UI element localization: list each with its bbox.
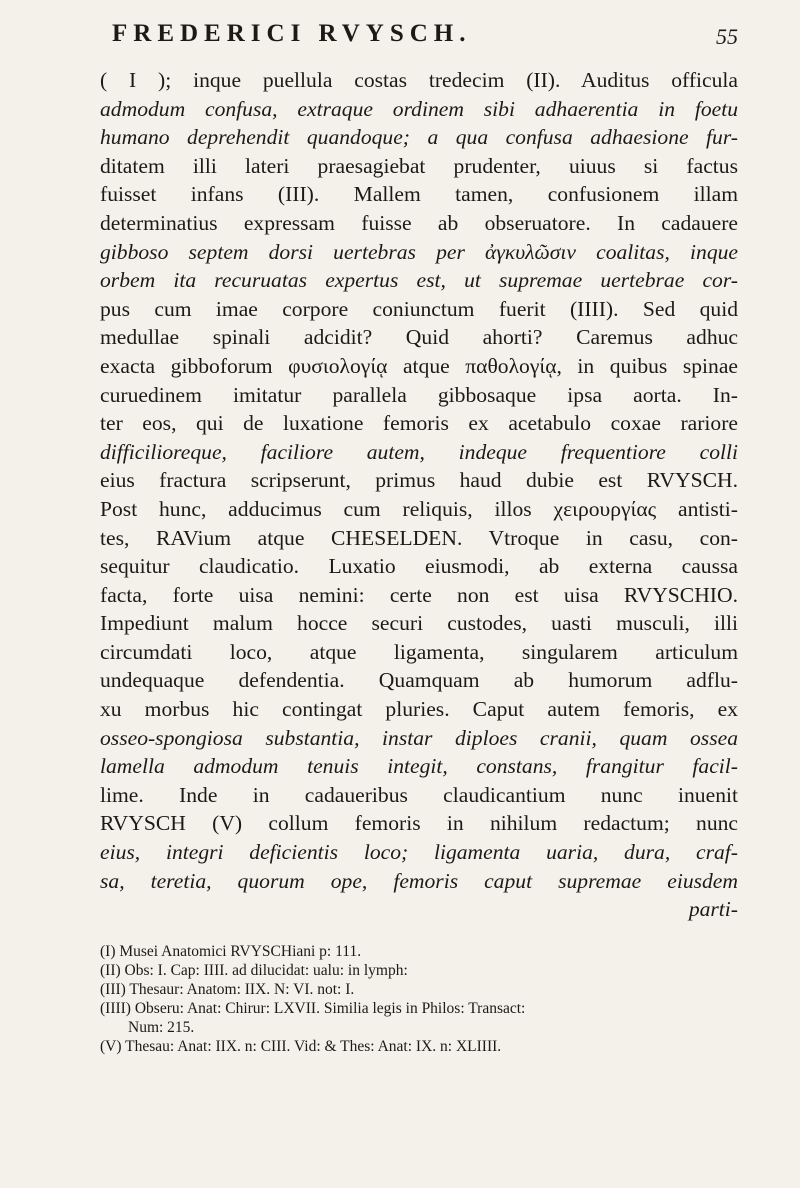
- footnotes: [100, 942, 738, 1056]
- text-line: sequitur claudicatio. Luxatio eiusmodi, ab externa caussa: [100, 554, 738, 579]
- page-header: [100, 20, 738, 60]
- text-line: Post hunc, adducimus cum reliquis, illos χειρουργίας antisti-: [100, 496, 738, 521]
- text-line: facta, forte uisa nemini: certe non est uisa RVYSCHIO.: [100, 582, 738, 607]
- text-line: RVYSCH (V) collum femoris in nihilum redactum; nunc: [100, 811, 738, 836]
- text-line: lamella admodum tenuis integit, constans, frangitur facil-: [100, 754, 738, 779]
- catchword: parti-: [688, 897, 738, 922]
- text-line: admodum confusa, extraque ordinem sibi adhaerentia in foetu: [100, 96, 738, 121]
- text-line: sa, teretia, quorum ope, femoris caput supremae eiusdem: [100, 868, 738, 893]
- main-text: [100, 66, 738, 924]
- text-line: gibboso septem dorsi uertebras per ἀγκυλῶσιν coalitas, inque: [100, 239, 738, 264]
- text-line: exacta gibboforum φυσιολογίᾳ atque παθολογίᾳ, in quibus spinae: [100, 353, 738, 378]
- text-line: medullae spinali adcidit? Quid ahorti? Caremus adhuc: [100, 325, 738, 350]
- text-line: orbem ita recuruatas expertus est, ut supremae uertebrae cor-: [100, 268, 738, 293]
- text-line: fuisset infans (III). Mallem tamen, confusionem illam: [100, 182, 738, 207]
- footnote-continuation: Num: 215.: [128, 1018, 195, 1036]
- footnote: (V) Thesau: Anat: IIX. n: CIII. Vid: & Thes: Anat: IX. n: XLIIII.: [100, 1037, 502, 1055]
- text-line: humano deprehendit quandoque; a qua confusa adhaesione fur-: [100, 125, 738, 150]
- footnote: (IIII) Obseru: Anat: Chirur: LXVII. Similia legis in Philos: Transact:: [100, 999, 526, 1017]
- text-line: ter eos, qui de luxatione femoris ex acetabulo coxae rariore: [100, 411, 738, 436]
- text-line: Impediunt malum hocce securi custodes, uasti musculi, illi: [100, 611, 738, 636]
- text-line: circumdati loco, atque ligamenta, singularem articulum: [100, 639, 738, 664]
- text-line: curuedinem imitatur parallela gibbosaque ipsa aorta. In-: [100, 382, 738, 407]
- footnote: (III) Thesaur: Anatom: IIX. N: VI. not: I.: [100, 980, 355, 998]
- text-line: ditatem illi lateri praesagiebat prudenter, uiuus si factus: [100, 153, 738, 178]
- text-line: xu morbus hic contingat pluries. Caput autem femoris, ex: [100, 697, 738, 722]
- footnote: (II) Obs: I. Cap: IIII. ad dilucidat: ualu: in lymph:: [100, 961, 408, 979]
- text-line: tes, RAVium atque CHESELDEN. Vtroque in casu, con-: [100, 525, 738, 550]
- text-line: lime. Inde in cadaueribus claudicantium nunc inuenit: [100, 782, 738, 807]
- text-line: eius fractura scripserunt, primus haud dubie est RVYSCH.: [100, 468, 738, 493]
- text-line: undequaque defendentia. Quamquam ab humorum adflu-: [100, 668, 738, 693]
- footnote: (I) Musei Anatomici RVYSCHiani p: 111.: [100, 942, 362, 960]
- text-line: pus cum imae corpore coniunctum fuerit (IIII). Sed quid: [100, 296, 738, 321]
- text-line: osseo-spongiosa substantia, instar diploes cranii, quam ossea: [100, 725, 738, 750]
- text-line: ( I ); inque puellula costas tredecim (II). Auditus officula: [100, 68, 738, 92]
- page-number: 55: [716, 24, 738, 49]
- text-line: eius, integri deficientis loco; ligamenta uaria, dura, craf-: [100, 840, 738, 865]
- text-line: difficilioreque, faciliore autem, indeque frequentiore colli: [100, 439, 738, 464]
- text-line: determinatius expressam fuisse ab obseruatore. In cadauere: [100, 210, 738, 235]
- running-head: FREDERICI RVYSCH.: [112, 20, 472, 47]
